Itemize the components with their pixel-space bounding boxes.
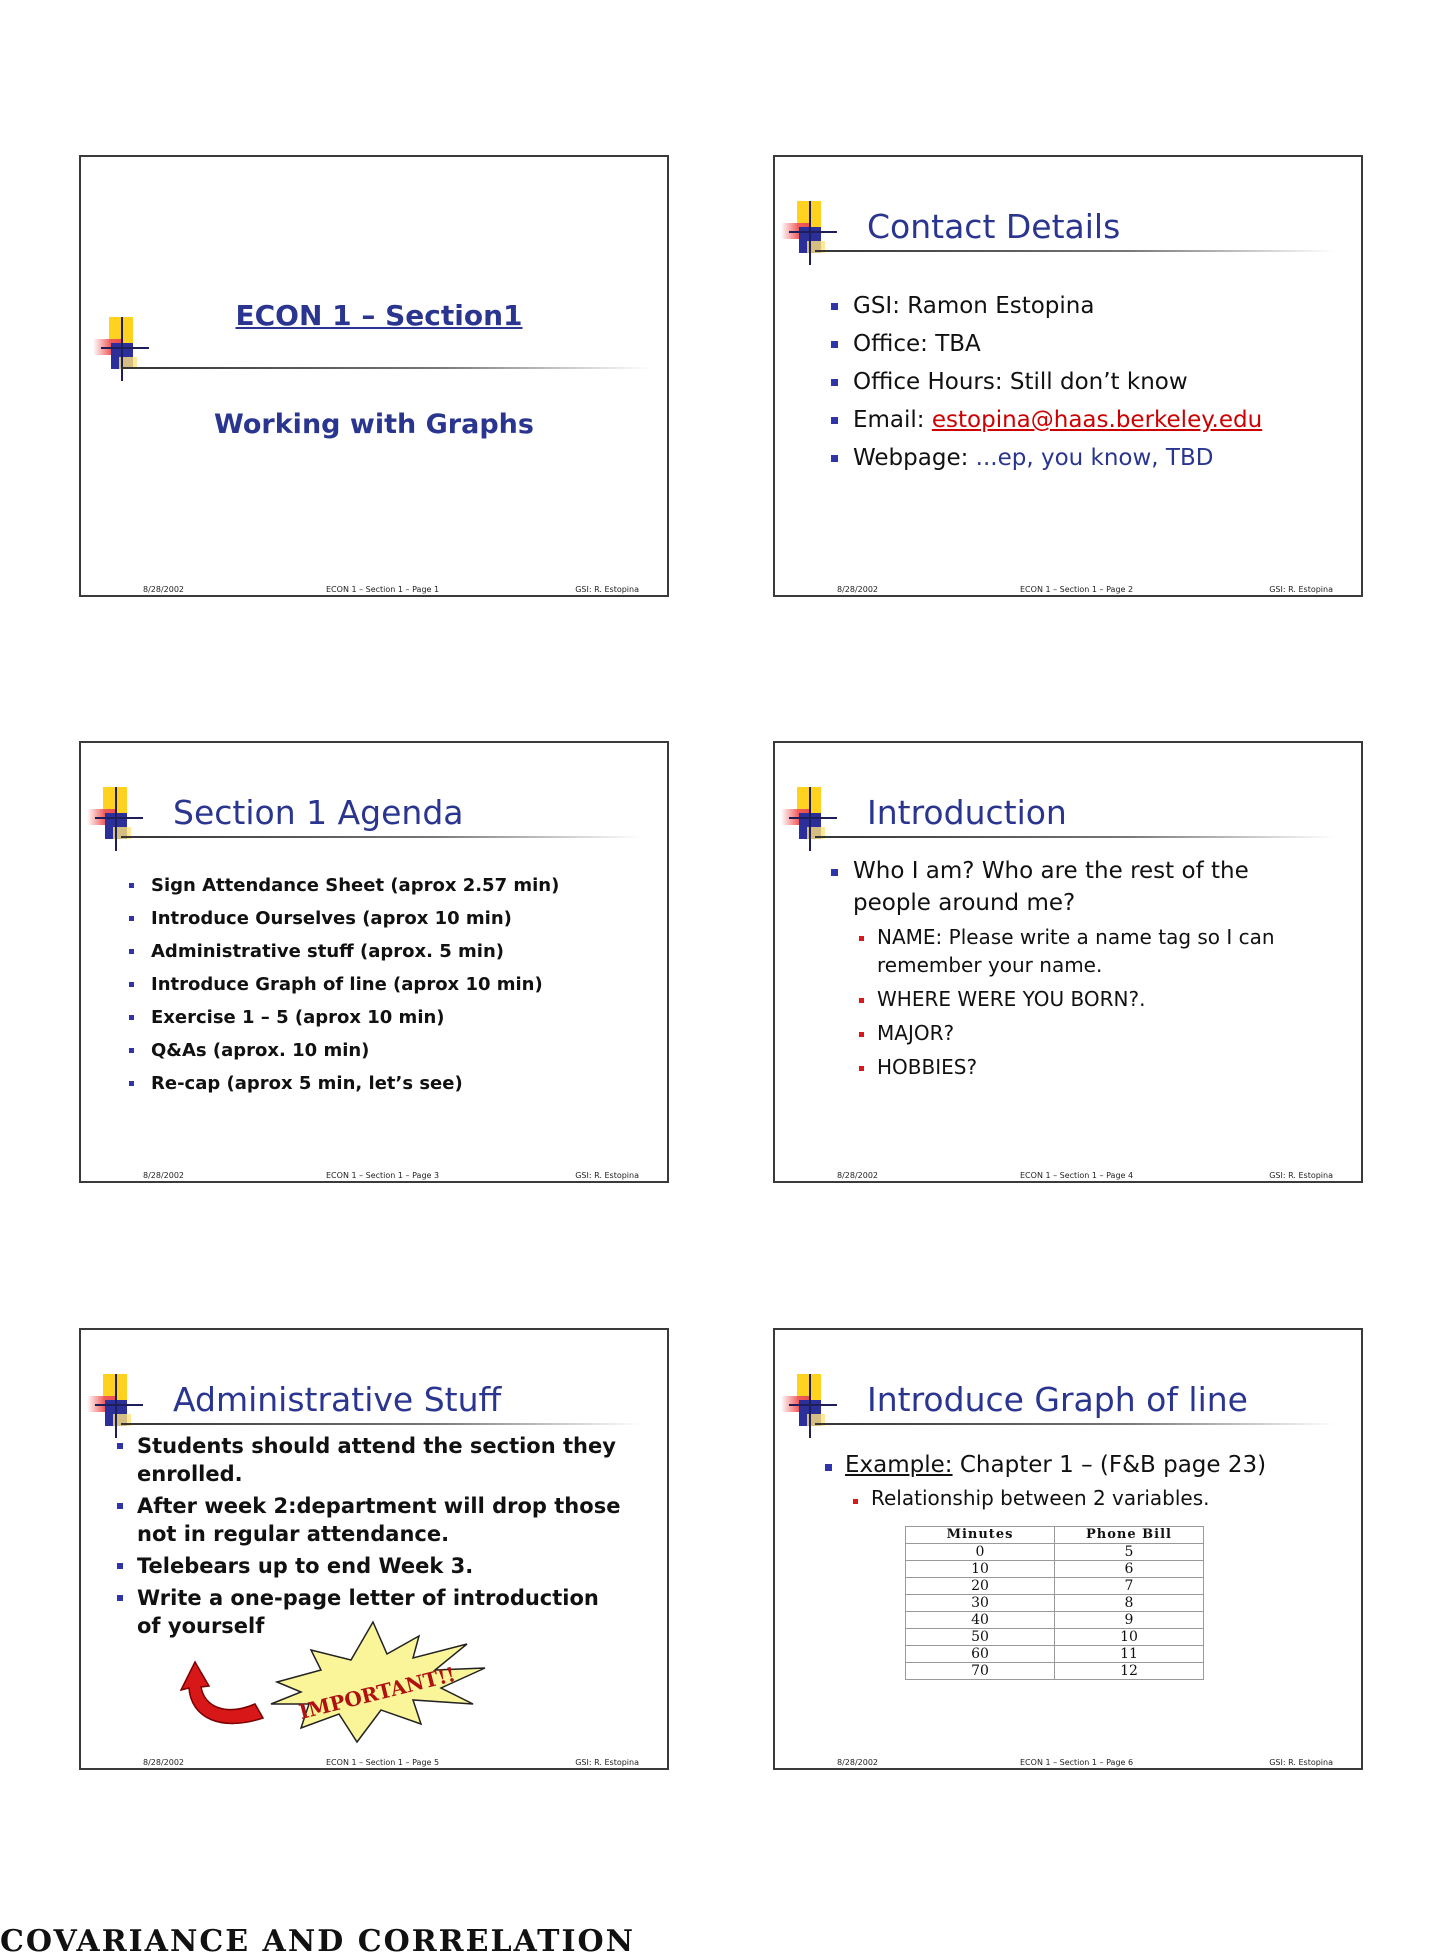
intro-sub-list <box>859 923 1299 1087</box>
bullet-icon <box>129 1081 134 1086</box>
slide-2 <box>773 155 1363 597</box>
list-item: NAME: Please write a name tag so I can remember your name. <box>859 923 1299 979</box>
bullet-icon <box>831 455 838 462</box>
bullet-icon <box>117 1503 123 1509</box>
title-rule <box>121 1423 641 1425</box>
footer-date: 8/28/2002 <box>837 1758 879 1767</box>
email-link[interactable]: estopina@haas.berkeley.edu <box>931 407 1263 433</box>
list-item: Introduce Graph of line (aprox 10 min) <box>129 968 559 1001</box>
bullet-icon <box>117 1595 123 1601</box>
list-item: Telebears up to end Week 3. <box>117 1552 627 1580</box>
list-item: Sign Attendance Sheet (aprox 2.57 min) <box>129 869 559 902</box>
table-header: Phone Bill <box>1055 1527 1204 1544</box>
list-item: Students should attend the section they enrolled. <box>117 1432 627 1488</box>
table-row <box>906 1578 1204 1595</box>
slide-subtitle: Working with Graphs <box>214 409 534 440</box>
slide-logo-icon <box>781 1374 841 1438</box>
footer-date: 8/28/2002 <box>837 1171 879 1180</box>
table-cell: 20 <box>906 1578 1055 1595</box>
contact-list <box>831 287 1262 477</box>
footer-date: 8/28/2002 <box>143 585 185 594</box>
list-item: WHERE WERE YOU BORN?. <box>859 985 1299 1013</box>
list-item: Office: TBA <box>831 325 1262 363</box>
list-item: Webpage: ...ep, you know, TBD <box>831 439 1262 477</box>
bullet-icon <box>831 379 838 386</box>
table-row <box>906 1629 1204 1646</box>
bullet-icon <box>825 1464 832 1471</box>
table-cell: 10 <box>1055 1629 1204 1646</box>
table-cell: 12 <box>1055 1663 1204 1680</box>
slide-logo-icon <box>87 787 147 851</box>
list-item: Exercise 1 – 5 (aprox 10 min) <box>129 1001 559 1034</box>
slide-logo-icon <box>87 1374 147 1438</box>
bullet-icon <box>831 417 838 424</box>
slide-logo-icon <box>781 787 841 851</box>
table-header-row <box>906 1527 1204 1544</box>
footer-page: ECON 1 – Section 1 – Page 1 <box>326 585 440 594</box>
slide-3 <box>79 741 669 1183</box>
footer-date: 8/28/2002 <box>143 1758 185 1767</box>
table-row <box>906 1646 1204 1663</box>
list-item: Office Hours: Still don’t know <box>831 363 1262 401</box>
bullet-icon <box>859 1066 864 1071</box>
bullet-icon <box>129 949 134 954</box>
list-item: Administrative stuff (aprox. 5 min) <box>129 935 559 968</box>
bullet-icon <box>831 869 838 876</box>
slide-title: Administrative Stuff <box>173 1380 502 1419</box>
footer-gsi: GSI: R. Estopina <box>1269 1171 1333 1180</box>
title-rule <box>121 367 651 369</box>
list-item: Q&As (aprox. 10 min) <box>129 1034 559 1067</box>
slide-title: ECON 1 – Section1 <box>235 299 523 332</box>
table-cell: 7 <box>1055 1578 1204 1595</box>
next-page-heading: COVARIANCE AND CORRELATION <box>0 1924 636 1959</box>
footer-page: ECON 1 – Section 1 – Page 2 <box>1020 585 1134 594</box>
example-label: Example: <box>845 1452 953 1478</box>
list-item: Email: estopina@haas.berkeley.edu <box>831 401 1262 439</box>
bullet-icon <box>831 341 838 348</box>
badge-text: IMPORTANT!! <box>296 1661 458 1724</box>
bullet-icon <box>129 1048 134 1053</box>
bullet-icon <box>117 1563 123 1569</box>
slide-logo-icon <box>781 201 841 265</box>
footer-gsi: GSI: R. Estopina <box>575 585 639 594</box>
table-cell: 10 <box>906 1561 1055 1578</box>
slide-5 <box>79 1328 669 1770</box>
slide-title: Introduce Graph of line <box>867 1380 1248 1419</box>
footer-gsi: GSI: R. Estopina <box>575 1758 639 1767</box>
list-item: Write a one-page letter of introduction of yourself <box>117 1584 627 1640</box>
intro-main-bullet: Who I am? Who are the rest of the people around me? <box>831 855 1323 919</box>
list-item: After week 2:department will drop those not in regular attendance. <box>117 1492 627 1548</box>
footer-gsi: GSI: R. Estopina <box>575 1171 639 1180</box>
list-item: Re-cap (aprox 5 min, let’s see) <box>129 1067 559 1100</box>
footer-page: ECON 1 – Section 1 – Page 4 <box>1020 1171 1134 1180</box>
table-cell: 40 <box>906 1612 1055 1629</box>
slide-4 <box>773 741 1363 1183</box>
table-cell: 0 <box>906 1544 1055 1561</box>
bullet-icon <box>859 998 864 1003</box>
slide-title: Section 1 Agenda <box>173 793 464 832</box>
slide-title: Contact Details <box>867 207 1121 246</box>
slide-1 <box>79 155 669 597</box>
table-cell: 9 <box>1055 1612 1204 1629</box>
bullet-icon <box>853 1499 858 1504</box>
table-cell: 6 <box>1055 1561 1204 1578</box>
list-item: Introduce Ourselves (aprox 10 min) <box>129 902 559 935</box>
example-line <box>825 1452 1266 1478</box>
bullet-icon <box>129 883 134 888</box>
list-item: GSI: Ramon Estopina <box>831 287 1262 325</box>
bullet-icon <box>831 303 838 310</box>
curved-arrow-icon <box>181 1662 263 1723</box>
bullet-icon <box>117 1443 123 1449</box>
table-row <box>906 1544 1204 1561</box>
footer-page: ECON 1 – Section 1 – Page 5 <box>326 1758 440 1767</box>
bullet-icon <box>859 1032 864 1037</box>
list-item: MAJOR? <box>859 1019 1299 1047</box>
table-row <box>906 1612 1204 1629</box>
example-text: Chapter 1 – (F&B page 23) <box>952 1452 1267 1478</box>
title-rule <box>815 836 1335 838</box>
table-cell: 11 <box>1055 1646 1204 1663</box>
slide-6 <box>773 1328 1363 1770</box>
table-header: Minutes <box>906 1527 1055 1544</box>
table-cell: 5 <box>1055 1544 1204 1561</box>
table-row <box>906 1595 1204 1612</box>
relationship-line: Relationship between 2 variables. <box>853 1486 1210 1510</box>
bullet-icon <box>129 1015 134 1020</box>
table-cell: 50 <box>906 1629 1055 1646</box>
bullet-icon <box>129 916 134 921</box>
agenda-list <box>129 869 559 1100</box>
slide-title: Introduction <box>867 793 1067 832</box>
list-item: HOBBIES? <box>859 1053 1299 1081</box>
important-badge <box>151 1600 511 1750</box>
table-row <box>906 1663 1204 1680</box>
bullet-icon <box>129 982 134 987</box>
footer-page: ECON 1 – Section 1 – Page 3 <box>326 1171 440 1180</box>
table-row <box>906 1561 1204 1578</box>
title-rule <box>121 836 641 838</box>
footer-date: 8/28/2002 <box>143 1171 185 1180</box>
footer-page: ECON 1 – Section 1 – Page 6 <box>1020 1758 1134 1767</box>
webpage-value: ...ep, you know, TBD <box>975 445 1214 471</box>
title-rule <box>815 1423 1335 1425</box>
table-cell: 60 <box>906 1646 1055 1663</box>
title-rule <box>815 250 1335 252</box>
table-cell: 30 <box>906 1595 1055 1612</box>
table-cell: 8 <box>1055 1595 1204 1612</box>
data-table <box>905 1526 1204 1680</box>
footer-gsi: GSI: R. Estopina <box>1269 1758 1333 1767</box>
footer-date: 8/28/2002 <box>837 585 879 594</box>
bullet-icon <box>859 936 864 941</box>
table-cell: 70 <box>906 1663 1055 1680</box>
footer-gsi: GSI: R. Estopina <box>1269 585 1333 594</box>
